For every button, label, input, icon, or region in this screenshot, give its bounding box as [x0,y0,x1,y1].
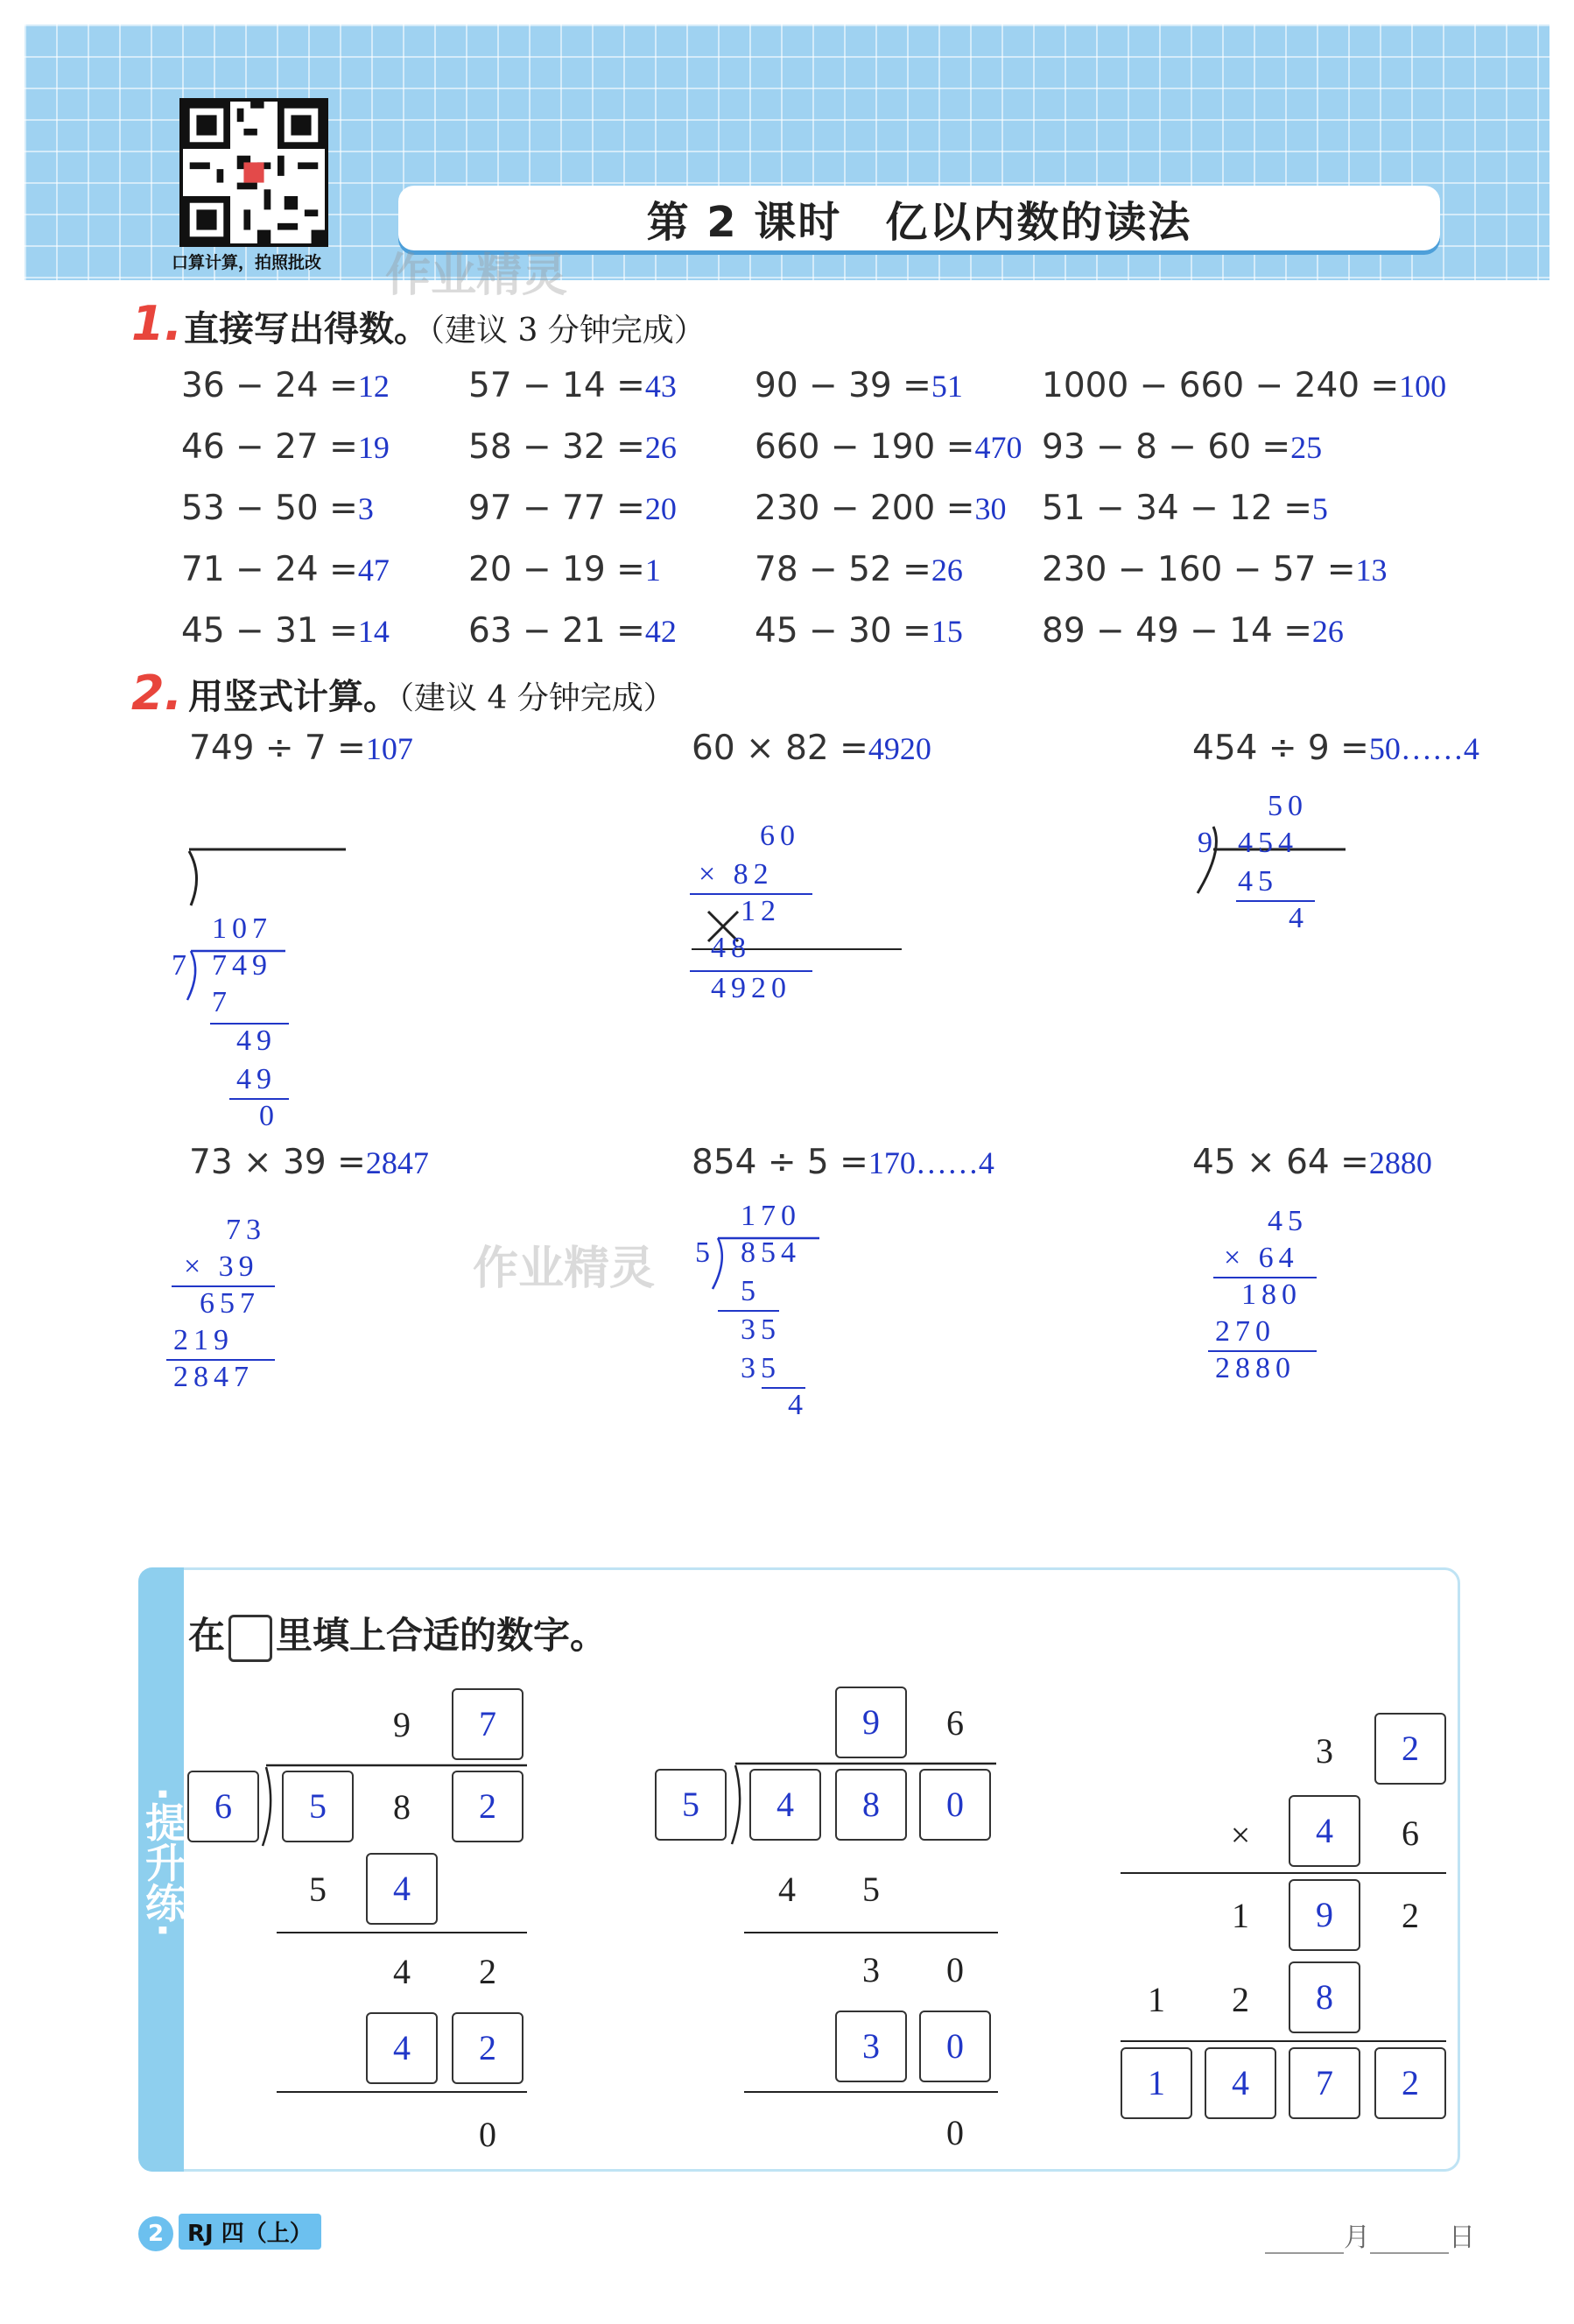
work1-remainder: 0 [259,1100,279,1132]
work3-quotient: 50 [1268,790,1308,822]
oral-calc-question: 71 − 24 = [181,550,358,589]
p2-quotient-tens-cell[interactable]: 9 [835,1687,907,1758]
work3-remainder: 4 [1289,902,1309,934]
p3-partial2-thousands: 1 [1148,1980,1165,2019]
problem-1-question: 749 ÷ 7 = [189,729,366,768]
p2-line2 [744,2091,998,2093]
p3-line1 [1121,1872,1446,1874]
oral-calc-question: 46 − 27 = [181,427,358,467]
oral-calc-question: 20 − 19 = [468,550,645,589]
oral-calc-answer: 470 [974,430,1022,465]
p2-line1 [744,1932,998,1933]
p2-middle-ones: 0 [946,1950,964,1989]
qr-caption: 口算计算，拍照批改 [172,253,322,272]
oral-calc-answer: 43 [644,369,677,404]
p3-result-tens-cell[interactable]: 7 [1289,2047,1360,2119]
p1-remainder: 0 [479,2115,496,2154]
p1-dividend-ones-cell[interactable]: 2 [452,1771,523,1842]
work5-remainder: 4 [788,1389,808,1421]
oral-calc-question: 36 − 24 = [181,366,358,405]
month-label: 月 [1344,2222,1370,2253]
oral-calc-question: 97 − 77 = [468,489,645,528]
oral-calc-question: 93 − 8 − 60 = [1042,427,1291,467]
work5-step1: 5 [741,1275,761,1307]
p2-divisor-cell[interactable]: 5 [655,1769,727,1841]
watermark-2: 作业精灵 [473,1243,656,1295]
work5-line1 [718,1310,779,1312]
work5-step3: 35 [741,1352,781,1384]
problem-4-answer: 2847 [365,1145,429,1180]
work3-divisor: 9 [1198,827,1218,859]
oral-calc-item [181,550,390,589]
extension-question-post: 里填上合适的数字。 [276,1614,608,1657]
work1-dividend: 749 [212,949,272,982]
oral-calc-question: 660 − 190 = [755,427,975,467]
work4-sum: 2847 [173,1361,254,1393]
oral-calc-question: 230 − 160 − 57 = [1042,550,1356,589]
oral-calc-answer: 12 [357,369,390,404]
problem-2 [692,729,931,768]
empty-division-bracket-icon [184,841,350,911]
oral-calc-answer: 20 [644,491,677,526]
grade-tag: RJ 四（上） [179,2214,321,2250]
p1-step2-ones-cell[interactable]: 2 [452,2012,523,2084]
oral-calc-answer: 3 [357,491,374,526]
work4-partial2: 219 [173,1324,234,1356]
extension-question-pre: 在 [188,1614,226,1657]
p3-partial2-hundreds: 2 [1232,1980,1249,2019]
section1-number: 1. [131,296,183,351]
problem-5-question: 854 ÷ 5 = [692,1143,868,1182]
problem-3-answer: 50……4 [1368,731,1479,766]
oral-calc-answer: 13 [1355,553,1388,588]
section1-hint: （建议 3 分钟完成） [429,313,706,349]
section1-heading [184,301,706,351]
oral-calc-item [468,550,661,589]
oral-calc-answer: 26 [931,553,963,588]
p3-multiplier-ones: 6 [1402,1813,1419,1853]
p3-multiplier-tens-cell[interactable]: 4 [1289,1795,1360,1867]
page-title: 第 2 课时 亿以内数的读法 [646,198,1192,247]
watermark: 作业精灵 [385,250,568,302]
oral-calc-answer: 5 [1311,491,1328,526]
day-label: 日 [1449,2222,1475,2253]
work1-step3: 49 [236,1063,277,1095]
section1-title: 直接写出得数。 [184,309,429,349]
p3-times-sign: × [1230,1815,1251,1855]
oral-calc-item [1042,366,1446,405]
oral-calc-item [468,366,677,405]
month-blank[interactable] [1265,2228,1344,2254]
p1-middle-tens: 4 [393,1952,411,1991]
work6-partial1: 180 [1241,1278,1302,1311]
p1-step1-tens-cell[interactable]: 4 [366,1853,438,1925]
day-blank[interactable] [1370,2228,1449,2254]
work2-top: 60 [760,820,800,852]
date-field [1265,2215,1475,2254]
oral-calc-answer: 15 [931,614,963,649]
p2-step2-ones-cell[interactable]: 0 [919,2011,991,2082]
oral-calc-item [755,550,963,589]
work5-step2: 35 [741,1313,781,1346]
work3-step1: 45 [1238,865,1278,898]
work3-dividend: 454 [1238,827,1298,859]
p3-top-ones-cell[interactable]: 2 [1374,1713,1446,1785]
oral-calc-question: 51 − 34 − 12 = [1042,489,1312,528]
oral-calc-answer: 30 [974,491,1007,526]
problem-2-answer: 4920 [868,731,931,766]
oral-calc-answer: 51 [931,369,963,404]
oral-calc-answer: 42 [644,614,677,649]
work6-partial2: 270 [1215,1315,1275,1348]
p2-step1-hundreds: 4 [778,1870,796,1909]
work6-sum: 2880 [1215,1352,1296,1384]
problem-4 [189,1143,429,1182]
work2-partial2: 48 [711,932,751,964]
p3-partial2-tens-cell[interactable]: 8 [1289,1961,1360,2033]
oral-calc-item [1042,550,1388,589]
problem-6-answer: 2880 [1368,1145,1432,1180]
oral-calc-answer: 100 [1399,369,1447,404]
p3-top-tens: 3 [1316,1731,1333,1771]
oral-calc-item [181,611,390,651]
work1-step1: 7 [212,986,232,1018]
oral-calc-question: 58 − 32 = [468,427,645,467]
oral-calc-answer: 26 [1311,614,1344,649]
oral-calc-question: 45 − 31 = [181,611,358,651]
p2-dividend-hundreds-cell[interactable]: 4 [749,1769,821,1841]
p2-quotient-ones: 6 [946,1703,964,1743]
section2-hint: （建议 4 分钟完成） [398,680,675,716]
p3-partial1-hundreds: 1 [1232,1896,1249,1935]
oral-calc-item [181,366,390,405]
work6-top: 45 [1268,1205,1308,1237]
oral-calc-answer: 1 [644,553,661,588]
p1-line2 [277,2091,527,2093]
problem-1-answer: 107 [365,731,413,766]
qr-code-icon [183,102,325,243]
p1-quotient-tens: 9 [393,1705,411,1744]
p1-quotient-ones-cell[interactable]: 7 [452,1688,523,1760]
work6-multiplier: × 64 [1224,1242,1299,1274]
oral-calc-question: 90 − 39 = [755,366,931,405]
p3-result-thousands-cell[interactable]: 1 [1121,2047,1192,2119]
p1-middle-ones: 2 [479,1952,496,1991]
oral-calc-item [181,489,374,528]
p1-line1 [277,1932,527,1933]
work1-divisor: 7 [172,949,192,982]
p1-divisor-cell[interactable]: 6 [187,1771,259,1842]
work5-quotient: 170 [741,1200,801,1232]
extension-question [188,1607,607,1662]
p3-result-hundreds-cell[interactable]: 4 [1205,2047,1276,2119]
p2-middle-tens: 3 [862,1950,880,1989]
oral-calc-question: 78 − 52 = [755,550,931,589]
oral-calc-answer: 19 [357,430,390,465]
p1-step1-hundreds: 5 [309,1870,327,1909]
oral-calc-question: 45 − 30 = [755,611,931,651]
work2-multiplier: × 82 [699,858,774,891]
problem-5 [692,1143,994,1182]
p2-step2-tens-cell[interactable]: 3 [835,2011,907,2082]
extension-side-label: ·提升练· [139,1786,186,1938]
work2-partial1: 12 [741,895,781,927]
qr-code[interactable] [179,98,328,247]
oral-calc-item [1042,427,1322,467]
oral-calc-item [468,427,677,467]
blank-box-icon [228,1615,272,1662]
p3-result-ones-cell[interactable]: 2 [1374,2047,1446,2119]
problem-2-question: 60 × 82 = [692,729,868,768]
oral-calc-item [181,427,390,467]
oral-calc-item [755,366,963,405]
work5-dividend: 854 [741,1236,801,1269]
work4-partial1: 657 [200,1287,260,1320]
problem-6 [1192,1143,1432,1182]
oral-calc-question: 89 − 49 − 14 = [1042,611,1312,651]
oral-calc-item [755,489,1006,528]
problem-4-question: 73 × 39 = [189,1143,366,1182]
work1-step2: 49 [236,1025,277,1057]
oral-calc-question: 1000 − 660 − 240 = [1042,366,1400,405]
p2-step1-tens: 5 [862,1870,880,1909]
oral-calc-item [755,427,1022,467]
oral-calc-answer: 26 [644,430,677,465]
p1-dividend-hundreds-cell[interactable]: 5 [282,1771,354,1842]
p2-dividend-tens-cell[interactable]: 8 [835,1769,907,1841]
work1-quotient: 107 [212,912,272,945]
footer-badge [138,2214,321,2251]
p3-partial1-ones: 2 [1402,1896,1419,1935]
work2-sum: 4920 [711,972,791,1004]
oral-calc-question: 63 − 21 = [468,611,645,651]
section2-heading [188,669,675,719]
oral-calc-answer: 47 [357,553,390,588]
problem-5-answer: 170……4 [868,1145,994,1180]
problem-6-question: 45 × 64 = [1192,1143,1369,1182]
oral-calc-item [755,611,963,651]
work4-multiplier: × 39 [184,1250,259,1283]
oral-calc-item [1042,489,1328,528]
oral-calc-item [1042,611,1344,651]
oral-calc-question: 57 − 14 = [468,366,645,405]
p1-step2-tens-cell[interactable]: 4 [366,2012,438,2084]
p3-partial1-tens-cell[interactable]: 9 [1289,1879,1360,1951]
p1-dividend-tens: 8 [393,1787,411,1827]
problem-3-question: 454 ÷ 9 = [1192,729,1369,768]
problem-3 [1192,729,1479,768]
work4-top: 73 [226,1214,266,1246]
oral-calc-answer: 14 [357,614,390,649]
work5-divisor: 5 [695,1236,715,1269]
oral-calc-item [468,611,677,651]
page-number: 2 [138,2216,173,2251]
p2-dividend-ones-cell[interactable]: 0 [919,1769,991,1841]
oral-calc-question: 53 − 50 = [181,489,358,528]
oral-calc-item [468,489,677,528]
oral-calc-question: 230 − 200 = [755,489,975,528]
p2-remainder: 0 [946,2113,964,2152]
p3-line2 [1121,2040,1446,2042]
section2-title: 用竖式计算。 [188,677,398,717]
section2-number: 2. [131,666,183,721]
problem-1 [189,729,413,768]
oral-calc-answer: 25 [1290,430,1323,465]
